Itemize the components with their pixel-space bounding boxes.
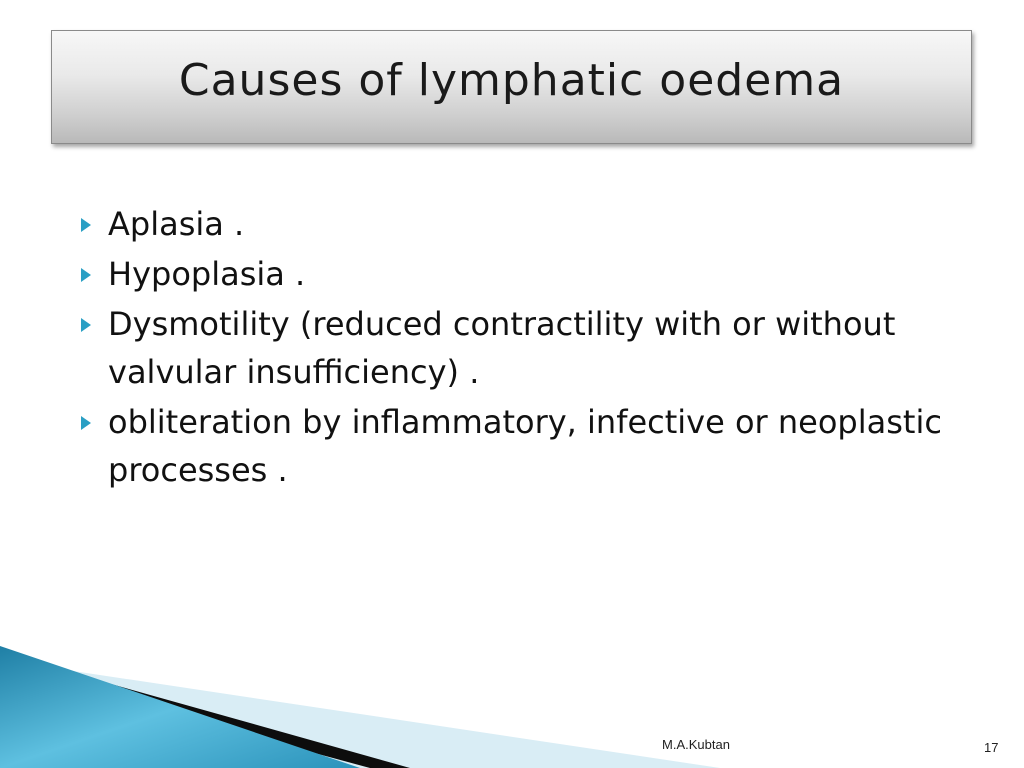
bullet-list bbox=[76, 200, 956, 496]
bullet-text: obliteration by inflammatory, infective or neoplastic processes . bbox=[108, 403, 942, 489]
bullet-item bbox=[76, 250, 956, 298]
bullet-text: Dysmotility (reduced contractility with or without valvular insufficiency) . bbox=[108, 305, 896, 391]
footer-author: M.A.Kubtan bbox=[662, 737, 730, 752]
bullet-item bbox=[76, 398, 956, 494]
right-triangle-icon bbox=[81, 268, 91, 282]
right-triangle-icon bbox=[81, 218, 91, 232]
slide-title: Causes of lymphatic oedema bbox=[178, 54, 845, 106]
bullet-text: Aplasia . bbox=[108, 205, 245, 243]
page-number: 17 bbox=[984, 740, 999, 755]
bullet-item bbox=[76, 200, 956, 248]
right-triangle-icon bbox=[81, 318, 91, 332]
corner-decoration bbox=[0, 640, 1024, 768]
right-triangle-icon bbox=[81, 416, 91, 430]
title-box bbox=[51, 30, 972, 144]
bullet-text: Hypoplasia . bbox=[108, 255, 306, 293]
bullet-item bbox=[76, 300, 956, 396]
